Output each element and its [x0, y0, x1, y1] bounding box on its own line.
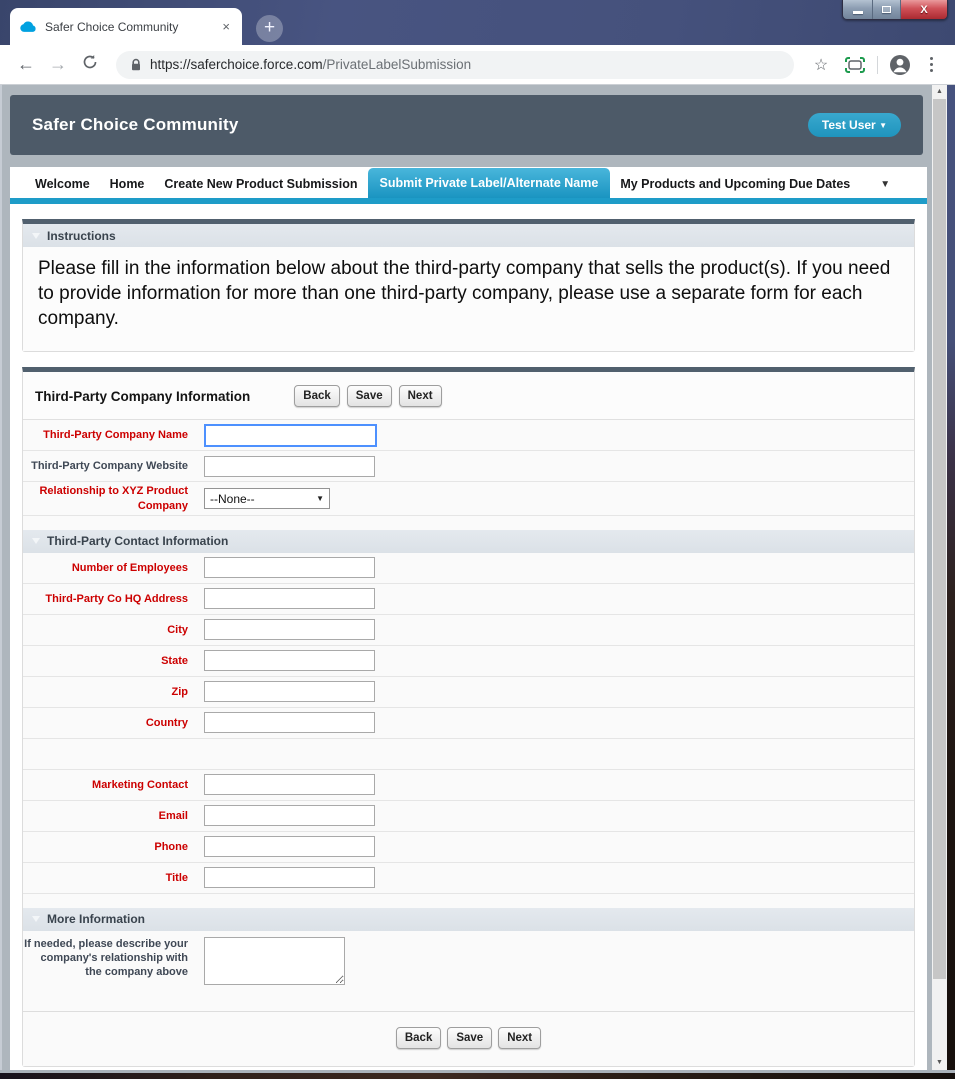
relationship-description-textarea[interactable]	[204, 937, 345, 985]
country-input[interactable]	[204, 712, 375, 733]
form-panel	[22, 367, 915, 1067]
tab-close-icon[interactable]: ×	[222, 19, 230, 34]
number-of-employees-input[interactable]	[204, 557, 375, 578]
url-host: https://saferchoice.force.com	[150, 57, 323, 72]
form-title: Third-Party Company Information	[35, 388, 251, 404]
field-label: State	[161, 654, 188, 667]
vertical-scrollbar[interactable]	[932, 85, 947, 1070]
scroll-up-icon[interactable]: ▲	[936, 88, 943, 95]
bottom-actions	[23, 1011, 914, 1066]
more-info-section-title: More Information	[47, 912, 145, 927]
more-info-section-header[interactable]	[23, 908, 914, 931]
field-label: City	[167, 623, 188, 636]
form-row	[23, 615, 914, 646]
field-label: Country	[145, 716, 188, 729]
form-header	[23, 372, 914, 420]
nav-tab-my-products[interactable]: My Products and Upcoming Due Dates	[620, 176, 851, 191]
field-label: Third-Party Co HQ Address	[45, 592, 188, 605]
form-row	[23, 931, 914, 993]
site-header	[10, 95, 923, 155]
salesforce-cloud-icon	[20, 21, 37, 33]
close-icon: X	[920, 3, 928, 16]
new-tab-button[interactable]: +	[256, 15, 283, 42]
select-caret-icon: ▼	[316, 494, 324, 504]
screen-capture-icon[interactable]	[840, 57, 870, 73]
window-controls	[842, 0, 948, 20]
next-button[interactable]: Next	[399, 385, 442, 407]
nav-tab-create-new-product-submission[interactable]: Create New Product Submission	[164, 176, 358, 191]
form-row	[23, 646, 914, 677]
instructions-title: Instructions	[47, 228, 116, 243]
url-bar[interactable]	[116, 51, 794, 79]
back-icon[interactable]: ←	[17, 54, 35, 74]
minimize-button[interactable]	[843, 0, 873, 19]
reload-icon[interactable]	[76, 54, 104, 75]
form-row	[23, 584, 914, 615]
restore-button[interactable]	[873, 0, 901, 19]
contact-section-header[interactable]	[23, 530, 914, 553]
field-label: Title	[165, 871, 188, 884]
nav-underline	[10, 198, 927, 204]
contact-subsection	[23, 530, 914, 894]
form-row	[23, 420, 914, 451]
toolbar-divider	[877, 56, 878, 74]
window-bottom-edge	[0, 1070, 955, 1079]
third-party-company-name-input[interactable]	[204, 424, 377, 447]
collapse-triangle-icon	[32, 538, 40, 544]
field-label: Marketing Contact	[92, 778, 188, 791]
tab-title: Safer Choice Community	[45, 19, 179, 34]
nav-tab-submit-private-label[interactable]: Submit Private Label/Alternate Name	[368, 168, 611, 199]
phone-input[interactable]	[204, 836, 375, 857]
marketing-contact-input[interactable]	[204, 774, 375, 795]
form-row	[23, 801, 914, 832]
city-input[interactable]	[204, 619, 375, 640]
main-nav	[10, 167, 927, 198]
form-row	[23, 451, 914, 482]
instructions-body: Please fill in the information below about the third-party company that sells the product(s). If you need to provide information for more than one third-party company, please use a separate form for each company.	[23, 247, 914, 351]
form-row	[23, 482, 914, 516]
contact-section-title: Third-Party Contact Information	[47, 534, 229, 549]
state-input[interactable]	[204, 650, 375, 671]
field-label: Third-Party Company Name	[43, 429, 188, 442]
save-button[interactable]: Save	[347, 385, 392, 407]
browser-tab[interactable]	[10, 8, 242, 45]
close-button[interactable]	[901, 0, 947, 19]
back-button-bottom[interactable]: Back	[396, 1027, 442, 1049]
page-content	[10, 167, 927, 1070]
nav-tab-welcome[interactable]: Welcome	[35, 176, 90, 191]
title-input[interactable]	[204, 867, 375, 888]
relationship-select[interactable]: --None-- ▼	[204, 488, 330, 509]
form-row	[23, 832, 914, 863]
field-label: Email	[158, 809, 188, 822]
field-label: Zip	[171, 685, 188, 698]
third-party-company-website-input[interactable]	[204, 456, 375, 477]
window-right-edge	[947, 85, 955, 1070]
lock-icon	[130, 58, 142, 72]
back-button[interactable]: Back	[294, 385, 340, 407]
instructions-panel	[22, 219, 915, 352]
hq-address-input[interactable]	[204, 588, 375, 609]
restore-icon	[882, 6, 891, 13]
more-info-subsection	[23, 908, 914, 993]
field-label: Relationship to XYZ Product Company	[39, 485, 188, 512]
page-viewport	[0, 85, 955, 1070]
browser-toolbar	[0, 45, 955, 85]
next-button-bottom[interactable]: Next	[498, 1027, 541, 1049]
instructions-section-header[interactable]	[23, 224, 914, 247]
form-row	[23, 770, 914, 801]
scroll-down-icon[interactable]: ▼	[936, 1059, 943, 1066]
title-bar	[0, 0, 955, 45]
nav-tab-home[interactable]: Home	[109, 176, 145, 191]
collapse-triangle-icon	[32, 233, 40, 239]
bookmark-star-icon[interactable]: ☆	[813, 56, 829, 74]
field-label: Phone	[154, 840, 188, 853]
email-input[interactable]	[204, 805, 375, 826]
form-row	[23, 863, 914, 894]
profile-avatar-icon[interactable]	[885, 54, 915, 76]
menu-kebab-icon[interactable]	[919, 57, 943, 72]
user-menu-button[interactable]: Test User ▼	[808, 113, 901, 137]
collapse-triangle-icon	[32, 916, 40, 922]
minimize-icon	[853, 11, 863, 14]
forward-icon[interactable]: →	[49, 54, 67, 74]
field-label: If needed, please describe your company's relationship with the company above	[24, 937, 188, 979]
url-path: /PrivateLabelSubmission	[322, 57, 472, 72]
field-label: Number of Employees	[71, 561, 188, 574]
form-row	[23, 553, 914, 584]
chevron-down-icon: ▼	[879, 121, 887, 130]
url-text	[150, 57, 471, 72]
site-title: Safer Choice Community	[32, 115, 239, 134]
zip-input[interactable]	[204, 681, 375, 702]
empty-row	[23, 739, 914, 770]
form-row	[23, 677, 914, 708]
form-row	[23, 708, 914, 739]
save-button-bottom[interactable]: Save	[447, 1027, 492, 1049]
nav-overflow-caret-icon[interactable]: ▼	[880, 179, 891, 190]
field-label: Third-Party Company Website	[31, 460, 188, 473]
scrollbar-thumb[interactable]	[933, 99, 946, 979]
